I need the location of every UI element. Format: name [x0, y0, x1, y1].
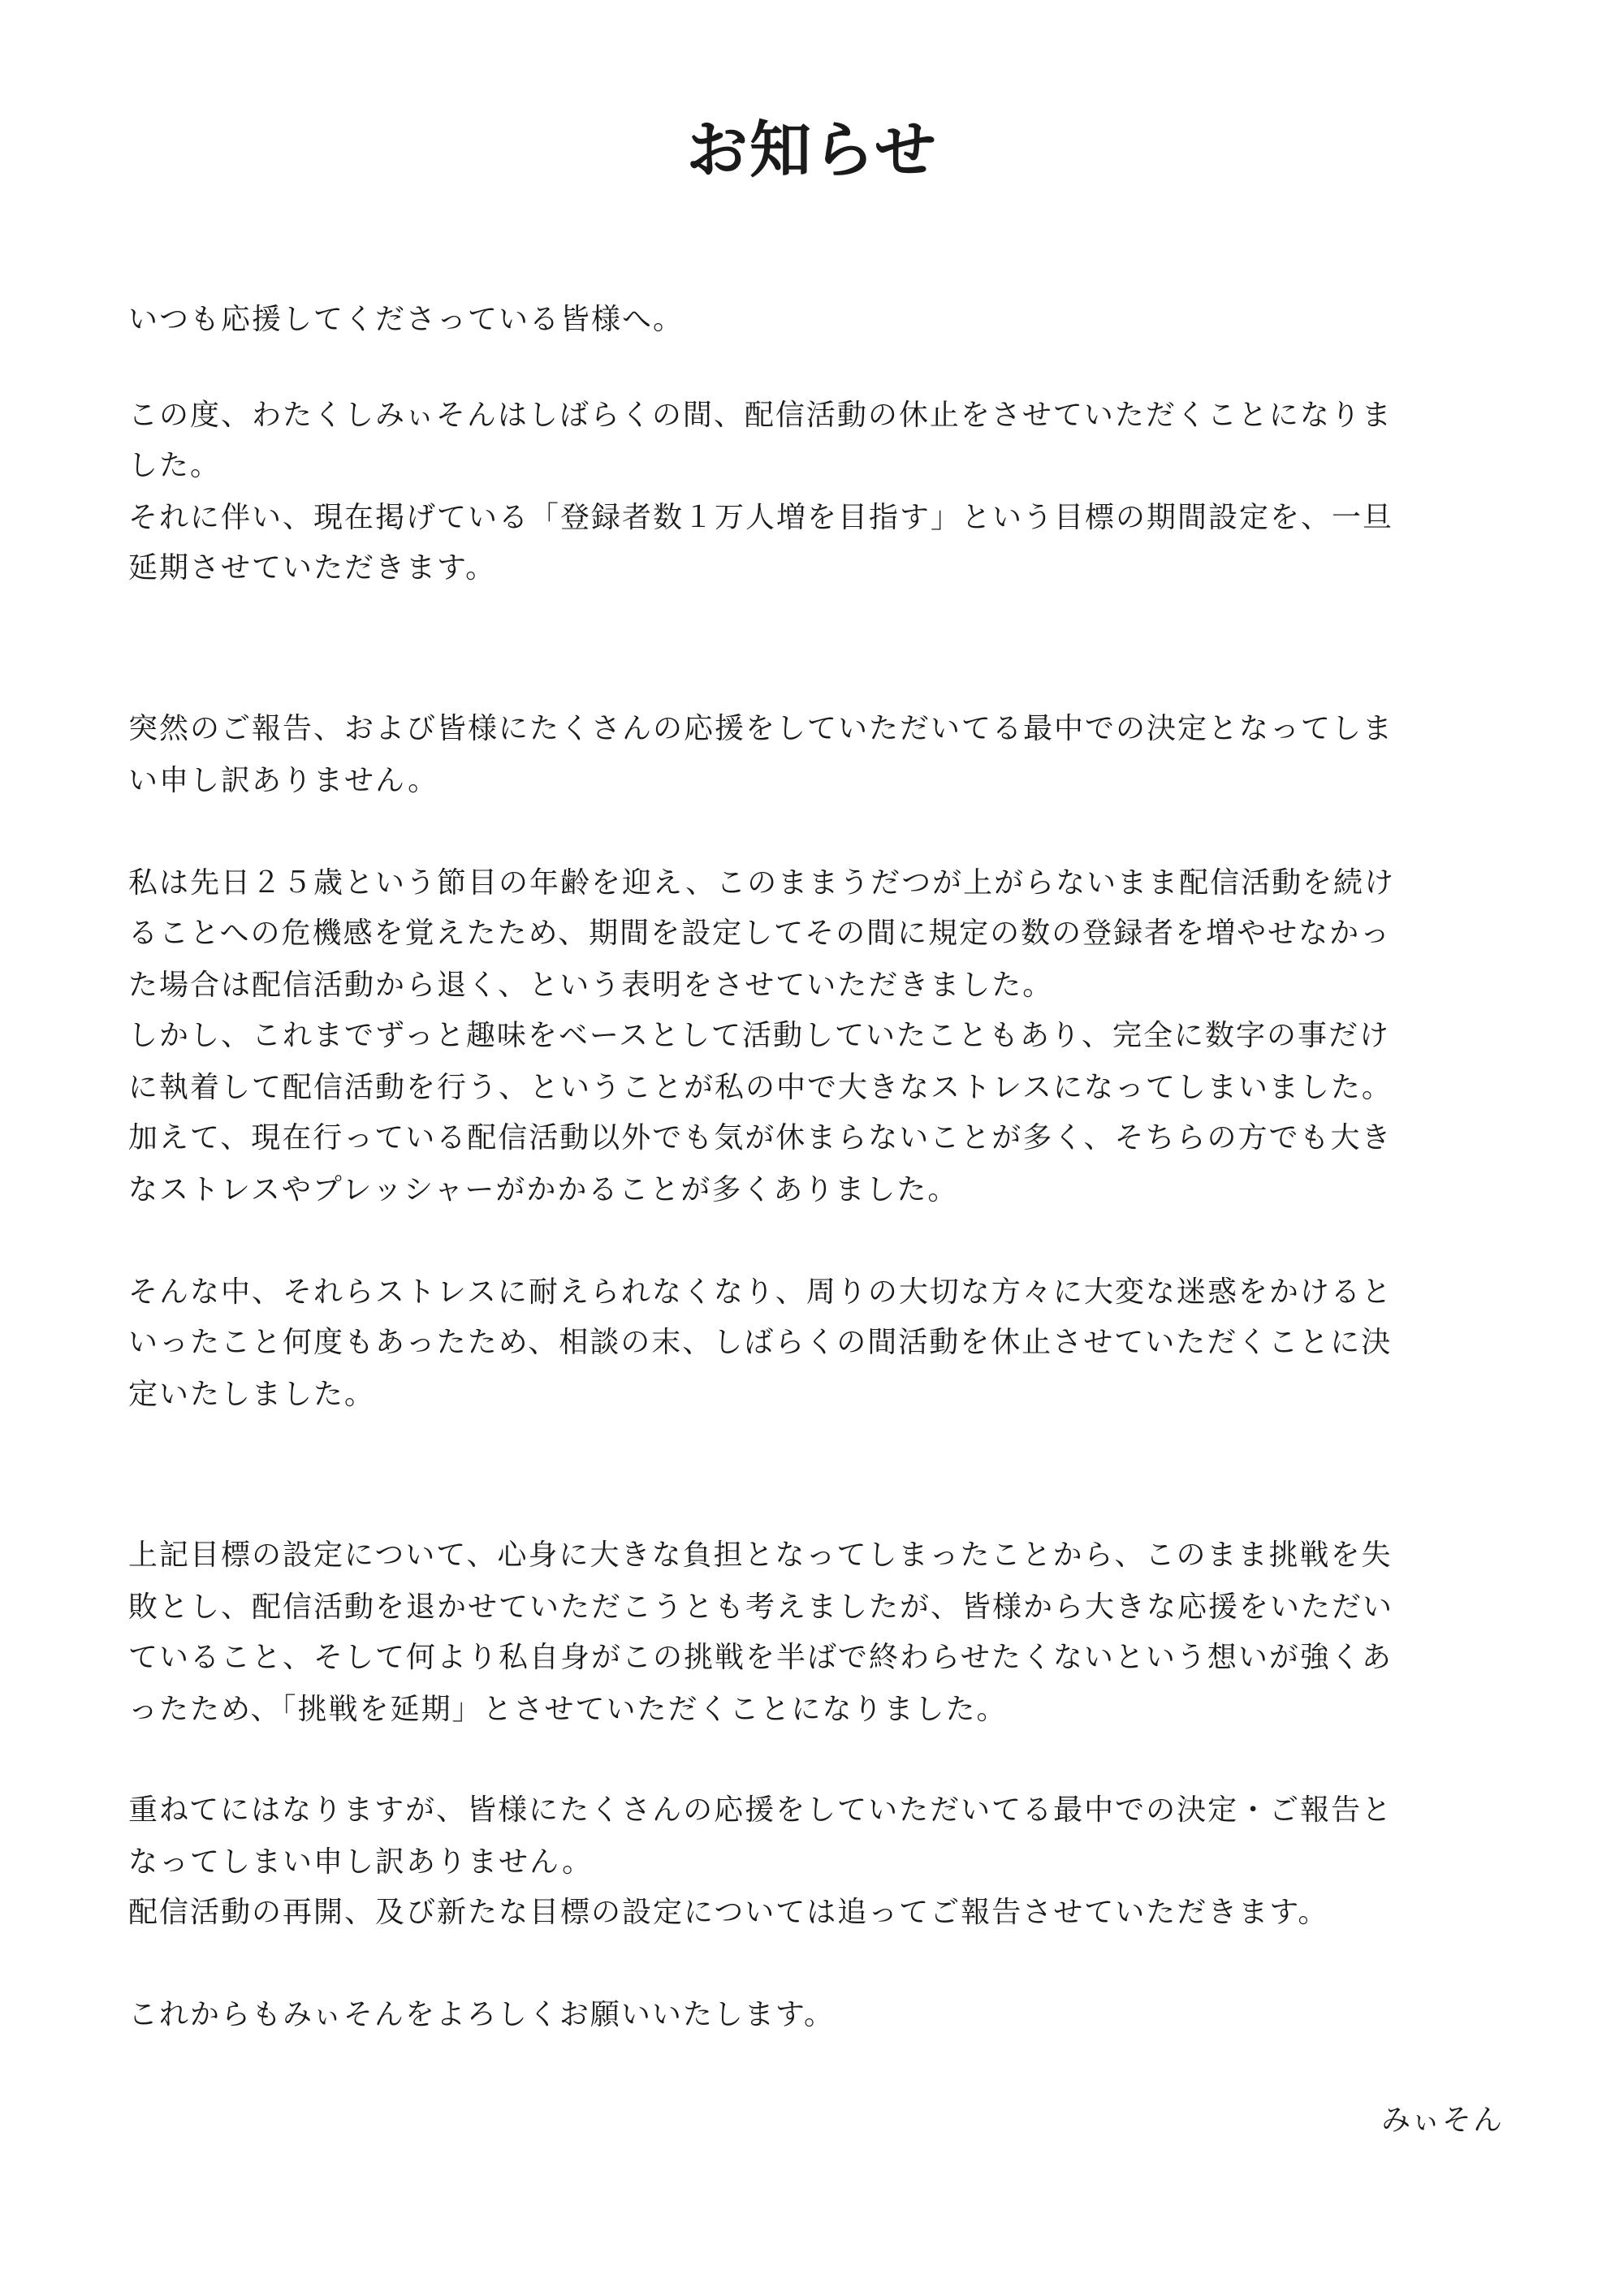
text-line: 延期させていただきます。	[128, 551, 497, 585]
text-line: い申し訳ありません。	[128, 764, 439, 797]
text-line: これからもみぃそんをよろしくお願いいたします。	[128, 1998, 836, 2031]
document-title: お知らせ	[686, 114, 938, 186]
text-line: 上記目標の設定について、心身に大きな負担となってしまったことから、このまま挑戦を失	[128, 1539, 1393, 1572]
text-line: なストレスやプレッシャーがかかることが多くありました。	[128, 1173, 959, 1206]
text-line: 定いたしました。	[128, 1378, 376, 1411]
text-line: 加えて、現在行っている配信活動以外でも気が休まらないことが多く、そちらの方でも大き	[128, 1121, 1393, 1154]
text-line: した。	[128, 449, 222, 482]
text-line: いつも応援してくださっている皆様へ。	[128, 303, 685, 336]
text-line: それに伴い、現在掲げている「登録者数１万人増を目指す」という目標の期間設定を、一旦	[128, 501, 1394, 534]
text-line: いったこと何度もあったため、相談の末、しばらくの間活動を休止させていただくことに決	[128, 1326, 1393, 1359]
text-line: 私は先日２５歳という節目の年齢を迎え、このままうだつが上がらないまま配信活動を続け	[128, 866, 1396, 900]
text-line: 突然のご報告、および皆様にたくさんの応援をしていただいてる最中での決定となってしま	[128, 712, 1394, 745]
text-line: ることへの危機感を覚えたため、期間を設定してその間に規定の数の登録者を増やせなかっ	[128, 917, 1392, 950]
text-line: この度、わたくしみぃそんはしばらくの間、配信活動の休止をさせていただくことになりま	[128, 399, 1393, 432]
text-line: ったため、「挑戦を延期」とさせていただくことになりました。	[128, 1693, 1008, 1726]
text-line: 敗とし、配信活動を退かせていただこうとも考えましたが、皆様から大きな応援をいただい	[128, 1590, 1394, 1624]
text-line: なってしまい申し訳ありません。	[128, 1845, 594, 1879]
text-line: に執着して配信活動を行う、ということが私の中で大きなストレスになってしまいました。	[128, 1071, 1393, 1104]
text-line: 配信活動の再開、及び新たな目標の設定については追ってご報告させていただきます。	[128, 1896, 1329, 1929]
text-line: 重ねてにはなりますが、皆様にたくさんの応援をしていただいてる最中での決定・ご報告と	[128, 1793, 1393, 1827]
text-line: た場合は配信活動から退く、という表明をさせていただきました。	[128, 969, 1054, 1002]
text-line: ていること、そして何より私自身がこの挑戦を半ばで終わらせたくないという想いが強くあ	[128, 1641, 1393, 1674]
text-line: そんな中、それらストレスに耐えられなくなり、周りの大切な方々に大変な迷惑をかけると	[128, 1275, 1393, 1309]
signature: みぃそん	[1381, 2104, 1504, 2137]
text-line: しかし、これまでずっと趣味をベースとして活動していたこともあり、完全に数字の事だけ	[128, 1019, 1391, 1052]
